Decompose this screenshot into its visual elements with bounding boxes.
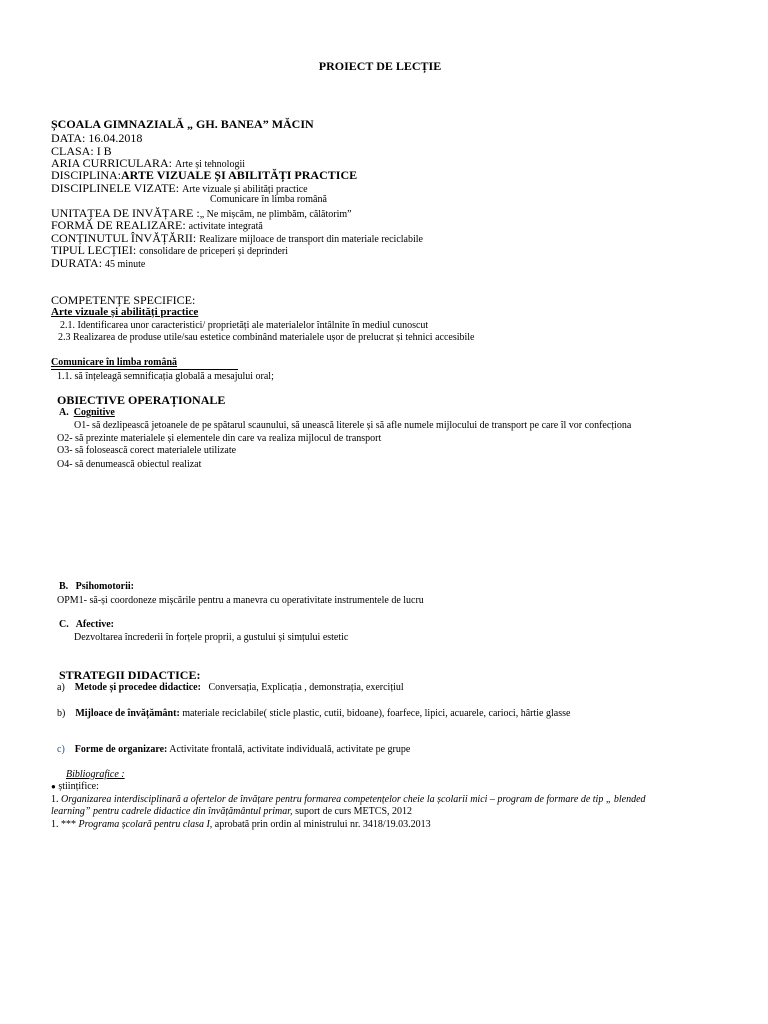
page-title: PROIECT DE LECȚIE [318, 59, 442, 73]
objective-b-label: B. [59, 581, 69, 592]
strategy-b-title: Mijloace de învățământ: [75, 708, 180, 719]
strategy-a-label: a) [57, 682, 65, 693]
strategy-a [57, 683, 404, 693]
competence-2-1: 2.1. Identificarea unor caracteristici/ proprietăți ale materialelor întâlnite în mediul cunoscut [60, 320, 429, 331]
objective-a-title: Cognitive [73, 407, 115, 418]
objective-c [59, 620, 114, 630]
strategies-heading: STRATEGII DIDACTICE: [59, 668, 201, 682]
strategy-b-value: materiale reciclabile( sticle plastic, cutii, bidoane), foarfece, lipici, acuarele, carioci, hârtie glasse [182, 708, 571, 719]
target-label: DISCIPLINELE VIZATE: [51, 181, 180, 195]
content-value: Realizare mijloace de transport din materiale reciclabile [199, 234, 423, 245]
item-2-title: Programa școlară pentru clasa I, [78, 819, 213, 830]
objective-o3: O3- să folosească corect materialele utilizate [57, 445, 237, 456]
strategy-c-label: c) [57, 744, 65, 755]
objective-opm1: OPM1- să-și coordoneze mișcările pentru a manevra cu operativitate instrumentele de lucru [57, 595, 424, 606]
bibliography-sub-text: științifice: [58, 781, 99, 792]
objective-b-title: Psihomotorii: [75, 581, 134, 592]
bibliography-item-1-cont [51, 807, 412, 817]
date-line [51, 132, 142, 144]
clr-heading-text: Comunicare în limba română [51, 357, 178, 368]
target-value-1: Arte vizuale și abilități practice [182, 184, 308, 195]
type-label: TIPUL LECȚIEI: [51, 243, 137, 257]
objective-af1: Dezvoltarea încrederii în forțele proprii, a gustului și simțului estetic [74, 632, 349, 643]
objective-c-label: C. [59, 619, 69, 630]
objective-o4: O4- să denumească obiectul realizat [57, 459, 202, 470]
objective-o2: O2- să prezinte materialele și elementele din care va realiza mijlocul de transport [57, 433, 382, 444]
clr-heading [51, 358, 238, 370]
item-2-number: 1. [51, 819, 59, 830]
area-value: Arte și tehnologii [175, 159, 246, 170]
bibliography-heading: Bibliografice : [66, 769, 125, 780]
objective-o1: O1- să dezlipească jetoanele de pe spătarul scaunului, să unească literele și să afle numele mijlocului de transport pe care îl vor confecționa [74, 420, 632, 431]
item-2-rest: aprobată prin ordin al ministrului nr. 3418/19.03.2013 [214, 819, 431, 830]
competence-2-3: 2.3 Realizarea de produse utile/sau estetice combinând materialele ușor de prelucrat și tehnici accesibile [58, 332, 475, 343]
content-label: CONȚINUTUL ÎNVĂȚĂRII: [51, 231, 197, 245]
discipline-line [51, 169, 357, 181]
objective-b [59, 582, 134, 592]
objective-a [59, 408, 115, 418]
strategy-a-value: Conversația, Explicația , demonstrația, exercițiul [208, 682, 404, 693]
form-value: activitate integrată [188, 221, 263, 232]
unit-label: UNITAȚEA DE INVĂȚARE : [51, 206, 200, 220]
objective-a-label: A. [59, 407, 69, 418]
date-value: 16.04.2018 [88, 131, 143, 145]
item-1-number: 1. [51, 794, 59, 805]
duration-line [51, 257, 145, 270]
item-1-title: Organizarea interdisciplinară a ofertelor de învățare pentru formarea competențelor cheie la școlarii mici – program de formare de tip „ blended [61, 794, 646, 805]
duration-value: 45 minute [105, 259, 146, 270]
unit-value: „ Ne mișcăm, ne plimbăm, călătorim” [199, 209, 352, 220]
bibliography-sub [51, 782, 99, 792]
class-value: I B [96, 144, 112, 158]
competence-1-1: 1.1. să înțeleagă semnificația globală a mesajului oral; [57, 371, 274, 382]
bibliography-item-1 [51, 795, 646, 805]
strategy-c-value: Activitate frontală, activitate individuală, activitate pe grupe [169, 744, 411, 755]
strategy-a-title: Metode și procedee didactice: [74, 682, 201, 693]
bibliography-item-2 [51, 820, 431, 830]
discipline-value: ARTE VIZUALE ȘI ABILITĂȚI PRACTICE [121, 168, 358, 182]
avap-heading: Arte vizuale și abilități practice [51, 306, 199, 318]
strategy-b-label: b) [57, 708, 66, 719]
strategy-b [57, 709, 570, 719]
date-label: DATA: [51, 131, 86, 145]
type-value: consolidare de priceperi și deprinderi [139, 246, 289, 257]
item-1-rest: suport de curs METCS, 2012 [295, 806, 413, 817]
discipline-label: DISCIPLINA: [51, 168, 122, 182]
duration-label: DURATA: [51, 256, 103, 270]
item-1-title-cont: learning” pentru cadrele didactice din învățământul primar, [51, 806, 293, 817]
target-value-2: Comunicare în limba română [210, 194, 327, 205]
competences-heading: COMPETENȚE SPECIFICE: [51, 293, 196, 307]
objective-c-title: Afective: [75, 619, 114, 630]
form-label: FORMĂ DE REALIZARE: [51, 218, 186, 232]
area-label: ARIA CURRICULARA: [51, 156, 173, 170]
strategy-c [57, 745, 410, 755]
strategy-c-title: Forme de organizare: [74, 744, 168, 755]
school-name: ȘCOALA GIMNAZIALĂ „ GH. BANEA” MĂCIN [51, 117, 314, 131]
class-label: CLASA: [51, 144, 94, 158]
bullet-icon: ● [51, 782, 56, 791]
objectives-heading: OBIECTIVE OPERAȚIONALE [57, 393, 226, 407]
item-2-prefix: *** [61, 819, 76, 830]
